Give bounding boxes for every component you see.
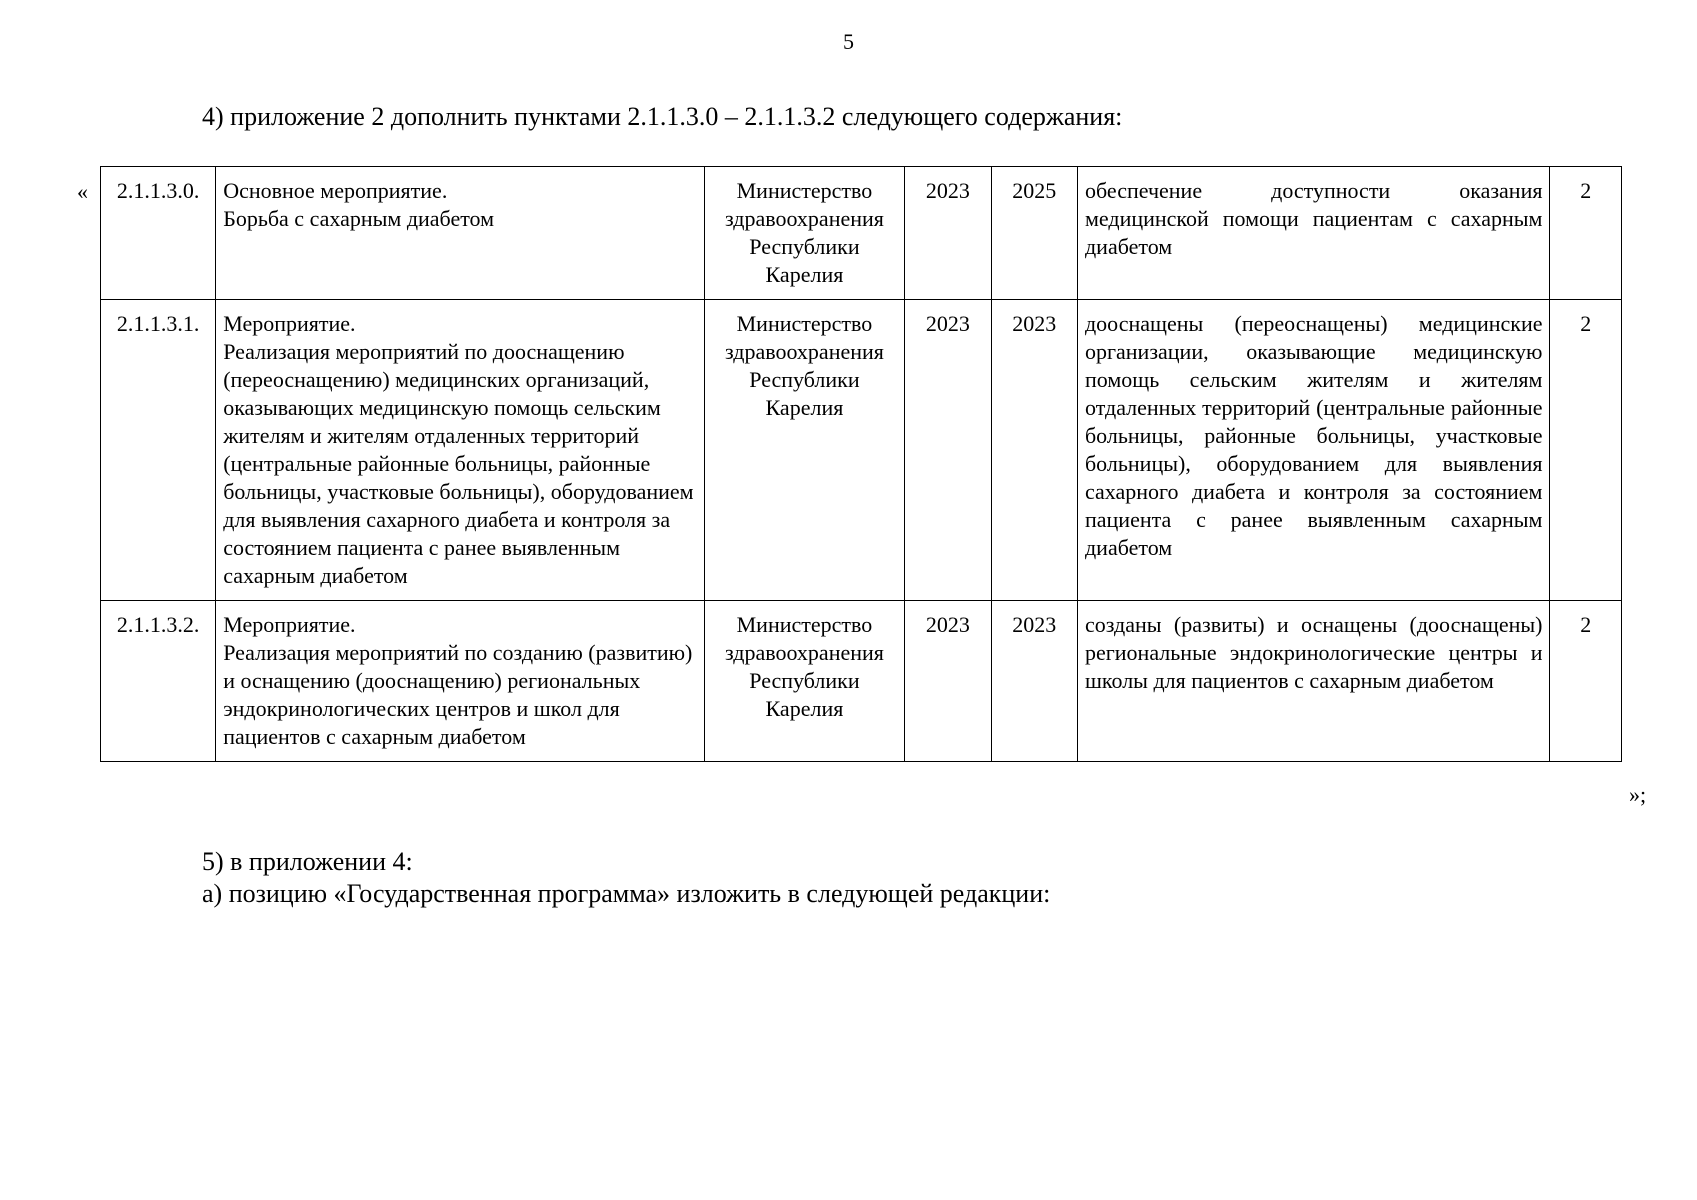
executor-line: здравоохранения (724, 339, 884, 364)
intro-paragraph: 4) приложение 2 дополнить пунктами 2.1.1.3.0 – 2.1.1.3.2 следующего содержания: (202, 102, 1123, 131)
expected-result: созданы (развиты) и оснащены (дооснащены) региональные эндокринологические центры и школы для пациентов с сахарным диабетом (1077, 601, 1550, 762)
link-number: 2 (1550, 167, 1622, 300)
executor-line: Карелия (765, 696, 844, 721)
activity-type: Мероприятие. (223, 612, 356, 637)
year-end: 2023 (991, 300, 1077, 601)
row-number: 2.1.1.3.2. (101, 601, 216, 762)
link-number: 2 (1550, 300, 1622, 601)
executor (704, 601, 905, 762)
year-start: 2023 (905, 300, 991, 601)
executor (704, 167, 905, 300)
table-row (101, 167, 1622, 300)
executor-line: Республики (749, 367, 860, 392)
row-number: 2.1.1.3.1. (101, 300, 216, 601)
closing-quote: »; (1629, 782, 1647, 807)
year-start: 2023 (905, 601, 991, 762)
executor-line: Министерство (736, 178, 873, 203)
activity-name (216, 601, 705, 762)
link-number: 2 (1550, 601, 1622, 762)
activity-type: Основное мероприятие. (223, 178, 448, 203)
paragraph-line: а) позицию «Государственная программа» изложить в следующей редакции: (202, 879, 1051, 908)
executor-line: Карелия (765, 262, 844, 287)
expected-result: дооснащены (переоснащены) медицинские организации, оказывающие медицинскую помощь сельским жителям и жителям отдаленных территорий (центральные районные больницы, районные больницы, участковые больницы), оборудованием для выявления сахарного диабета и контроля за состоянием пациента с ранее выявленным сахарным диабетом (1077, 300, 1550, 601)
executor-line: Карелия (765, 395, 844, 420)
activity-title: Борьба с сахарным диабетом (223, 206, 495, 231)
activity-title: Реализация мероприятий по созданию (развитию) и оснащению (дооснащению) региональных эндокринологических центров и школ для пациентов с сахарным диабетом (223, 640, 693, 749)
executor-line: Республики (749, 234, 860, 259)
executor-line: Республики (749, 668, 860, 693)
executor-line: здравоохранения (724, 640, 884, 665)
following-text (202, 846, 1050, 910)
row-number: 2.1.1.3.0. (101, 167, 216, 300)
page-number: 5 (843, 29, 854, 54)
activity-type: Мероприятие. (223, 311, 356, 336)
year-start: 2023 (905, 167, 991, 300)
table-row (101, 601, 1622, 762)
executor (704, 300, 905, 601)
activity-title: Реализация мероприятий по дооснащению (переоснащению) медицинских организаций, оказывающих медицинскую помощь сельским жителям и жителям отдаленных территорий (центральные районные больницы, районные больницы, участковые больницы), оборудованием для выявления сахарного диабета и контроля за состоянием пациента с ранее выявленным сахарным диабетом (223, 339, 694, 588)
table-row (101, 300, 1622, 601)
activity-name (216, 167, 705, 300)
executor-line: здравоохранения (724, 206, 884, 231)
executor-line: Министерство (736, 612, 873, 637)
year-end: 2023 (991, 601, 1077, 762)
executor-line: Министерство (736, 311, 873, 336)
activity-name (216, 300, 705, 601)
opening-quote: « (77, 179, 88, 204)
paragraph-line: 5) в приложении 4: (202, 847, 413, 876)
activities-table (100, 166, 1622, 762)
expected-result: обеспечение доступности оказания медицинской помощи пациентам с сахарным диабетом (1077, 167, 1550, 300)
year-end: 2025 (991, 167, 1077, 300)
